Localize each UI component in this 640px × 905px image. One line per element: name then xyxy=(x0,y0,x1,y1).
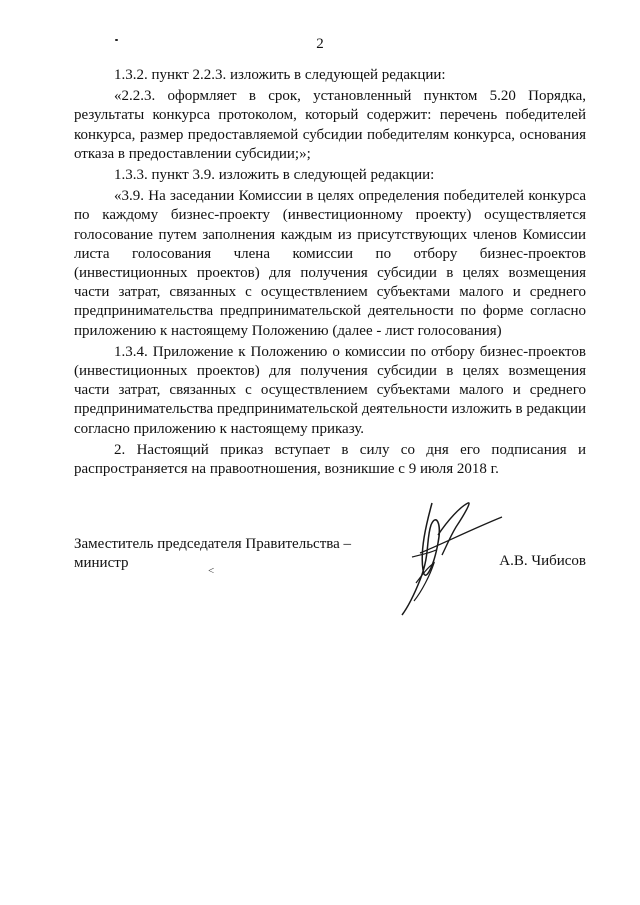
signer-title: Заместитель председателя Правительства – министр xyxy=(74,536,352,571)
page-number: 2 xyxy=(316,36,324,52)
scan-mark: < xyxy=(208,565,215,577)
paragraph-1-3-4: 1.3.4. Приложение к Положению о комиссии по отбору бизнес-проектов (инвестиционных проектов) для получения субсидии в целях возмещения части затрат, связанных с осуществлением субъектами малого и среднего предпринимательства предпринимательской деятельности изложить в редакции согласно приложению к настоящему приказу. xyxy=(74,343,586,437)
paragraph-3-9: «3.9. На заседании Комиссии в целях определения победителей конкурса по каждому бизнес-проекту (инвестиционному проекту) осуществляется голосование путем заполнения каждым из присутствующих членов Комиссии листа голосования члена комиссии по отбору бизнес-проектов (инвестиционных проектов) для получения субсидии в целях возмещения части затрат, связанных с осуществлением субъектами малого и среднего предпринимательства предпринимательской деятельности по форме согласно приложению к настоящему Положению (далее - лист голосования) xyxy=(74,188,586,339)
handwritten-signature xyxy=(390,495,510,620)
document-body xyxy=(74,66,586,481)
signer-name: А.В. Чибисов xyxy=(499,553,586,569)
paragraph-1-3-2: 1.3.2. пункт 2.2.3. изложить в следующей редакции: xyxy=(114,67,446,83)
paragraph-1-3-3: 1.3.3. пункт 3.9. изложить в следующей редакции: xyxy=(114,167,435,184)
paragraph-2-2-3: «2.2.3. оформляет в срок, установленный пунктом 5.20 Порядка, результаты конкурса протоколом, который содержит: перечень победителей конкурса, размер предоставляемой субсидии победителям конкурса, основания отказа в предоставлении субсидии;»; xyxy=(74,88,586,162)
paragraph-2: 2. Настоящий приказ вступает в силу со дня его подписания и распространяется на правоотношения, возникшие с 9 июля 2018 г. xyxy=(74,441,586,478)
